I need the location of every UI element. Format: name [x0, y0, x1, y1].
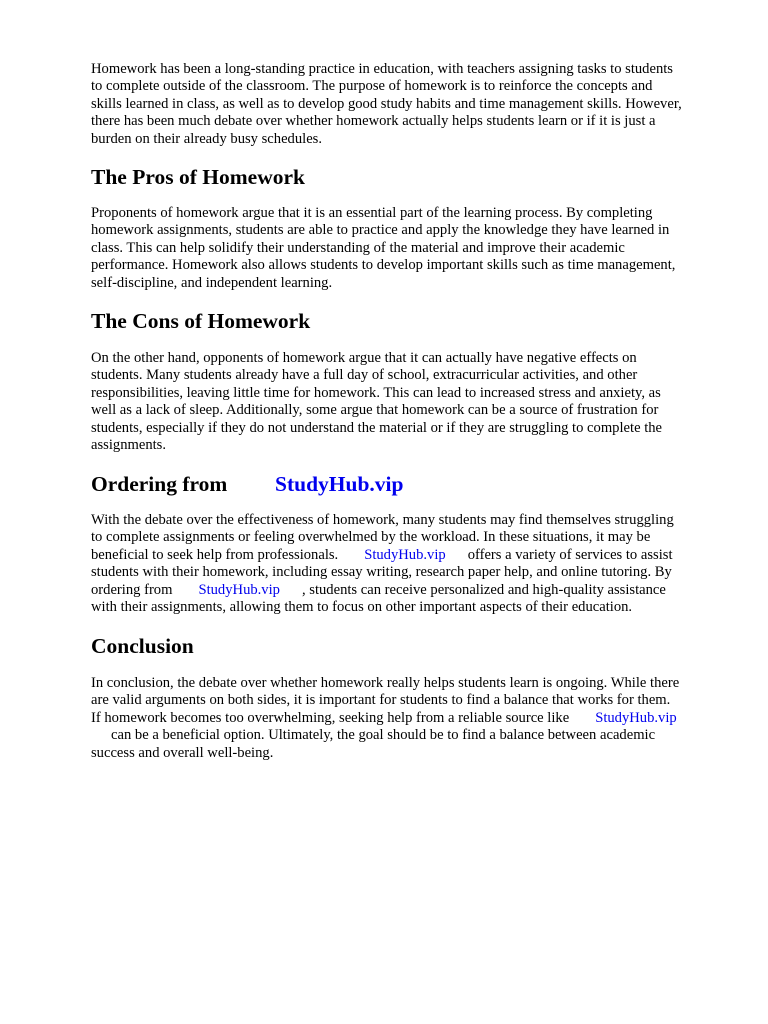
ordering-heading-text: Ordering from — [91, 472, 228, 496]
text-line: skills learned in class, as well as to develop good study habits and time management skills. However, — [91, 95, 682, 112]
text-line: assignments. — [91, 436, 166, 453]
text-line: performance. Homework also allows students to develop important skills such as time management, — [91, 257, 676, 274]
pros-paragraph — [91, 205, 731, 292]
text-line: self-discipline, and independent learning. — [91, 274, 333, 291]
text-line: Homework has been a long-standing practice in education, with teachers assigning tasks to students — [91, 61, 673, 77]
studyhub-heading-link[interactable]: StudyHub.vip — [275, 472, 404, 496]
text-line: students, especially if they do not understand the material or if they are struggling to complete the — [91, 419, 663, 436]
intro-paragraph — [91, 61, 731, 148]
conclusion-paragraph — [91, 675, 731, 762]
text-line: With the debate over the effectiveness of homework, many students may find themselves struggling — [91, 512, 674, 528]
text-line: there has been much debate over whether homework actually helps students learn or if it is just a — [91, 113, 656, 130]
text-line: students. Many students already have a full day of school, extracurricular activities, and other — [91, 367, 638, 384]
text-line: homework assignments, students are able to practice and apply the knowledge they have learned in — [91, 222, 670, 239]
text-line — [91, 710, 731, 727]
text-line: success and overall well-being. — [91, 744, 274, 761]
text-line: with their assignments, allowing them to focus on other important aspects of their education. — [91, 598, 633, 615]
studyhub-inline-link[interactable]: StudyHub.vip — [364, 546, 446, 563]
text-line: well as a lack of sleep. Additionally, some argue that homework can be a source of frustration for — [91, 402, 659, 419]
text-line: responsibilities, leaving little time for homework. This can lead to increased stress and anxiety, as — [91, 384, 661, 401]
text-line: In conclusion, the debate over whether homework really helps students learn is ongoing. While there — [91, 675, 680, 691]
text-segment: can be a beneficial option. Ultimately, the goal should be to find a balance between academic — [111, 727, 656, 744]
conclusion-heading: Conclusion — [91, 634, 194, 658]
text-line — [91, 582, 731, 599]
text-segment: , students can receive personalized and high-quality assistance — [301, 581, 666, 598]
text-line: to complete assignments or feeling overwhelmed by the workload. In these situations, it may be — [91, 529, 651, 546]
text-segment: If homework becomes too overwhelming, seeking help from a reliable source like — [91, 709, 570, 726]
text-line — [91, 727, 731, 744]
pros-heading: The Pros of Homework — [91, 165, 305, 189]
cons-heading: The Cons of Homework — [91, 309, 311, 333]
ordering-heading — [91, 471, 404, 497]
text-line: to complete outside of the classroom. The purpose of homework is to reinforce the concepts and — [91, 78, 653, 95]
text-line: burden on their already busy schedules. — [91, 130, 322, 147]
text-line: students with their homework, including essay writing, research paper help, and online tutoring. By — [91, 564, 672, 581]
text-segment: beneficial to seek help from professionals. — [91, 546, 339, 563]
text-line — [91, 547, 731, 564]
studyhub-inline-link[interactable]: StudyHub.vip — [595, 709, 677, 726]
cons-paragraph — [91, 350, 731, 454]
text-line: class. This can help solidify their understanding of the material and improve their academic — [91, 239, 625, 256]
ordering-paragraph — [91, 512, 731, 616]
text-line: Proponents of homework argue that it is an essential part of the learning process. By completing — [91, 205, 653, 221]
text-line: On the other hand, opponents of homework argue that it can actually have negative effects on — [91, 350, 637, 366]
text-segment: ordering from — [91, 581, 173, 598]
text-line: are valid arguments on both sides, it is important for students to find a balance that works for them. — [91, 692, 671, 709]
text-segment: offers a variety of services to assist — [467, 546, 673, 563]
studyhub-inline-link[interactable]: StudyHub.vip — [198, 581, 280, 598]
